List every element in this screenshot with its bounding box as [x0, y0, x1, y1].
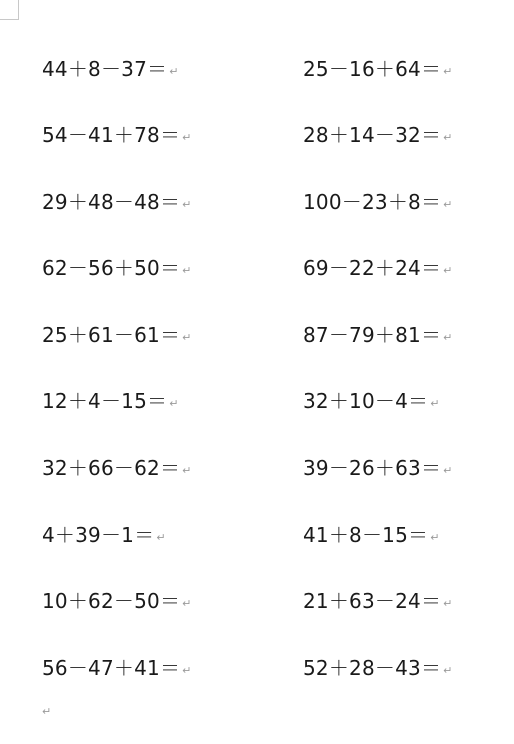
paragraph-mark-icon: ↵ [443, 264, 453, 278]
problem-text: 52＋28－43＝ [303, 655, 442, 680]
problem [303, 316, 482, 350]
problem-text: 10＋62－50＝ [42, 589, 181, 614]
paragraph-mark-icon: ↵ [182, 330, 192, 344]
problem-text: 32＋66－62＝ [42, 456, 181, 481]
paragraph-mark-icon: ↵ [182, 464, 192, 478]
problem-text: 29＋48－48＝ [42, 189, 181, 214]
paragraph-mark-icon: ↵ [182, 597, 192, 611]
problem-text: 100－23＋8＝ [303, 189, 442, 214]
problem [303, 649, 482, 683]
paragraph-mark-icon: ↵ [443, 131, 453, 145]
problem-text: 41＋8－15＝ [303, 522, 429, 547]
problem [42, 649, 303, 683]
paragraph-mark-icon: ↵ [443, 597, 453, 611]
problem-text: 69－22＋24＝ [303, 256, 442, 281]
problem [303, 583, 482, 617]
problem [42, 250, 303, 284]
paragraph-mark-icon: ↵ [182, 197, 192, 211]
problem [303, 50, 482, 84]
paragraph-mark-icon: ↵ [182, 264, 192, 278]
problem [42, 117, 303, 151]
problem [303, 450, 482, 484]
problem-text: 44＋8－37＝ [42, 56, 168, 81]
problem-text: 25＋61－61＝ [42, 322, 181, 347]
problem [303, 183, 482, 217]
problem-text: 54－41＋78＝ [42, 123, 181, 148]
paragraph-mark-icon: ↵ [443, 197, 453, 211]
problem [42, 383, 303, 417]
problem [42, 316, 303, 350]
paragraph-mark-icon: ↵ [443, 64, 453, 78]
problem [303, 516, 482, 550]
problem-text: 25－16＋64＝ [303, 56, 442, 81]
worksheet-grid [42, 50, 482, 716]
paragraph-mark-icon: ↵ [182, 663, 192, 677]
paragraph-mark-icon: ↵ [169, 64, 179, 78]
paragraph-mark-icon: ↵ [443, 330, 453, 344]
problem [303, 383, 482, 417]
problem [303, 117, 482, 151]
problem-text: 87－79＋81＝ [303, 322, 442, 347]
paragraph-mark-icon: ↵ [430, 530, 440, 544]
paragraph-mark-icon: ↵ [443, 464, 453, 478]
problem [42, 183, 303, 217]
problem [42, 50, 303, 84]
paragraph-mark-icon: ↵ [42, 705, 52, 718]
paragraph-mark-icon: ↵ [443, 663, 453, 677]
problem-text: 12＋4－15＝ [42, 389, 168, 414]
problem-text: 32＋10－4＝ [303, 389, 429, 414]
problem-text: 28＋14－32＝ [303, 123, 442, 148]
paragraph-mark-icon: ↵ [430, 397, 440, 411]
problem [42, 583, 303, 617]
problem-text: 21＋63－24＝ [303, 589, 442, 614]
page-margin-corner [0, 0, 19, 20]
problem [303, 250, 482, 284]
problem-text: 39－26＋63＝ [303, 456, 442, 481]
paragraph-mark-icon: ↵ [169, 397, 179, 411]
problem-text: 56－47＋41＝ [42, 655, 181, 680]
problem-text: 4＋39－1＝ [42, 522, 155, 547]
problem [42, 516, 303, 550]
paragraph-mark-icon: ↵ [182, 131, 192, 145]
paragraph-mark-icon: ↵ [156, 530, 166, 544]
problem-text: 62－56＋50＝ [42, 256, 181, 281]
problem [42, 450, 303, 484]
